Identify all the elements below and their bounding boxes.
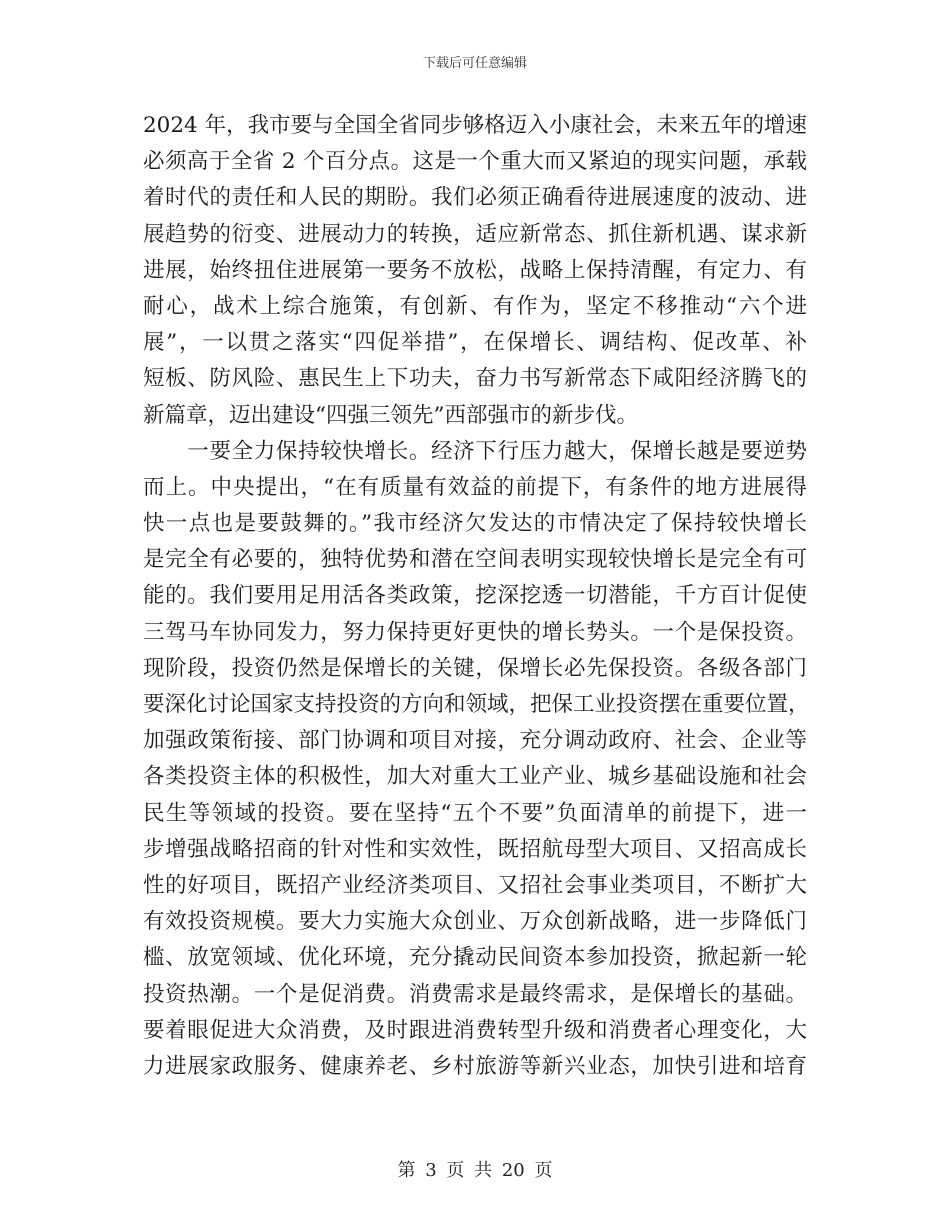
- page-header: 下载后可任意编辑: [422, 56, 527, 71]
- text-line: 进展，始终扭住进展第一要务不放松，战略上保持清醒，有定力、有: [143, 257, 807, 283]
- text-line: 槛、放宽领域、优化环境，充分撬动民间资本参加投资，掀起新一轮: [143, 945, 807, 971]
- text-line: 必须高于全省 2 个百分点。这是一个重大而又紧迫的现实问题，承载: [143, 149, 807, 175]
- text-line: 新篇章，迈出建设“四强三领先”西部强市的新步伐。: [143, 402, 638, 428]
- text-line: 各类投资主体的积极性，加大对重大工业产业、城乡基础设施和社会: [143, 764, 807, 790]
- text-line: 2024 年，我市要与全国全省同步够格迈入小康社会，未来五年的增速: [143, 113, 807, 138]
- text-line: 能的。我们要用足用活各类政策，挖深挖透一切潜能，千方百计促使: [143, 583, 807, 609]
- text-line: 现阶段，投资仍然是保增长的关键，保增长必先保投资。各级各部门: [143, 655, 807, 681]
- text-line: 有效投资规模。要大力实施大众创业、万众创新战略，进一步降低门: [143, 909, 807, 935]
- text-line: 耐心，战术上综合施策，有创新、有作为，坚定不移推动“六个进: [143, 293, 807, 319]
- text-line: 投资热潮。一个是促消费。消费需求是最终需求，是保增长的基础。: [143, 981, 807, 1007]
- text-line: 要着眼促进大众消费，及时跟进消费转型升级和消费者心理变化，大: [143, 1017, 807, 1043]
- text-line: 快一点也是要鼓舞的。”我市经济欠发达的市情决定了保持较快增长: [143, 511, 807, 537]
- text-line: 展”，一以贯之落实“四促举措”，在保增长、调结构、促改革、补: [143, 330, 807, 356]
- text-line: 民生等领域的投资。要在坚持“五个不要”负面清单的前提下，进一: [143, 800, 807, 826]
- text-line: 三驾马车协同发力，努力保持更好更快的增长势头。一个是保投资。: [143, 619, 807, 645]
- text-line: 展趋势的衍变、进展动力的转换，适应新常态、抓住新机遇、谋求新: [143, 221, 807, 247]
- text-line: 而上。中央提出，“在有质量有效益的前提下，有条件的地方进展得: [143, 474, 807, 500]
- text-line: 是完全有必要的，独特优势和潜在空间表明实现较快增长是完全有可: [143, 547, 807, 573]
- text-line: 加强政策衔接、部门协调和项目对接，充分调动政府、社会、企业等: [143, 728, 807, 754]
- page-number: 第 3 页 共 20 页: [397, 1160, 553, 1181]
- text-line: 要深化讨论国家支持投资的方向和领域，把保工业投资摆在重要位置，: [143, 692, 810, 717]
- text-line: 步增强战略招商的针对性和实效性，既招航母型大项目、又招高成长: [143, 836, 807, 862]
- text-line: 一要全力保持较快增长。经济下行压力越大，保增长越是要逆势: [143, 438, 807, 464]
- text-line: 着时代的责任和人民的期盼。我们必须正确看待进展速度的波动、进: [143, 185, 807, 211]
- text-line: 短板、防风险、惠民生上下功夫，奋力书写新常态下咸阳经济腾飞的: [143, 366, 807, 392]
- document-body: [143, 108, 810, 1085]
- text-line: 力进展家政服务、健康养老、乡村旅游等新兴业态，加快引进和培育: [143, 1053, 807, 1079]
- text-line: 性的好项目，既招产业经济类项目、又招社会事业类项目，不断扩大: [143, 872, 807, 898]
